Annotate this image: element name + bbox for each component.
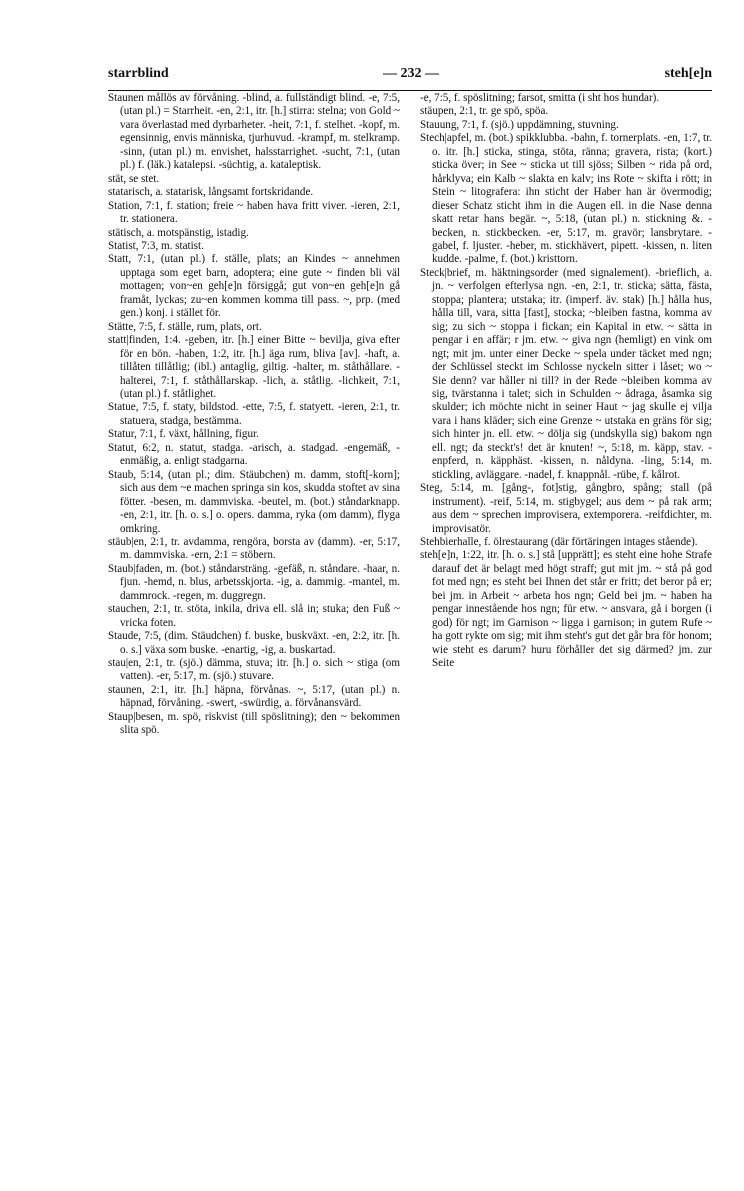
page-header — [108, 66, 712, 91]
dictionary-entry: stät, se stet. — [108, 172, 160, 185]
page-number: — 232 — — [383, 66, 439, 81]
header-left-guideword: starrblind — [108, 66, 169, 81]
dictionary-entry: Staunen mållös av förvåning. -blind, a. fullständigt blind. -e, 7:5, (utan pl.) = Starrheit. -en, 2:1, itr. [h.] stirra: stelna; von Gold ~ vara överlastad med dyrbarheter. -heit, 7:1, f. stelhet. -kopf, m. egensinnig, envis människa, tjurhuvud. -krampf, m. stelkramp. -sinn, (utan pl.) m. envishet, halsstarrighet. -sucht, 7:1, (utan pl.) f. (läk.) katalepsi. -süchtig, a. kataleptisk. — [108, 92, 400, 172]
dictionary-page — [108, 62, 712, 1152]
dictionary-entry: Station, 7:1, f. station; freie ~ haben hava fritt viver. -ieren, 2:1, tr. stationera. — [108, 199, 400, 226]
dictionary-entry: Statue, 7:5, f. staty, bildstod. -ette, 7:5, f. statyett. -ieren, 2:1, tr. statuera, stadga, bestämma. — [108, 401, 400, 427]
dictionary-entry: Statt, 7:1, (utan pl.) f. ställe, plats; an Kindes ~ annehmen upptaga som eget barn, adoptera; eine gute ~ finden bli väl mottagen; von~en geh[e]n försiggå; gut von~en geh[e]n gå framåt, lyckas; zu~en kommen komma till pass. ~, prp. (med gen.) konj. i stället för. — [108, 253, 400, 320]
dictionary-entry: Staude, 7:5, (dim. Stäudchen) f. buske, buskväxt. -en, 2:2, itr. [h. o. s.] växa som buske. -enartig, -ig, a. buskartad. — [108, 630, 400, 656]
dictionary-entry: Steck|brief, m. häktningsorder (med signalement). -brieflich, a. jn. ~ verfolgen efterlysa ngn. -en, 2:1, tr. sticka; sätta, fästa, stoppa; plantera; utstaka; itr. (imperf. äv. stak) [h.] hålla hus, hålla till, vara, sitta [fast], stocka; ~bleiben fastna, komma av sig; zu sich ~ stoppa i fickan; ein Kapital in etw. ~ sätta in pengar i en affär; r jm. etw. ~ giva ngn (hemligt) en vink om ngt; mit jm. unter einer Decke ~ spela under täcket med ngn; der Schlüssel steckt im Schlosse nyckeln sitter i låset; wo ~ Sie denn? var håller ni till? in der Rede ~bleiben komma av sig, tvärstanna i talet; sich in Schulden ~ ådraga, åsamka sig skulder; ich möchte nicht in seiner Haut ~ jag skulle ej vilja vara i hans kläder; sich eine Grenze ~ utstaka en gräns för sig; sich hinter jn. ell. etw. ~ dölja sig (undskylla sig) bakom ngn ell. ngt; da steckt's! det är knuten! ~, 5:18, m. käpp, stav. -enpferd, n. käpphäst. -kissen, n. nåldyna. -ling, 5:14, m. stickling, avläggare. -nadel, f. knappnål. -rübe, f. kålrot. — [420, 266, 712, 481]
right-column — [420, 92, 712, 1142]
dictionary-entry: stäub|en, 2:1, tr. avdamma, rengöra, borsta av (damm). -er, 5:17, m. dammviska. -ern, 2:1 = stöbern. — [108, 535, 400, 562]
dictionary-entry: Statut, 6:2, n. statut, stadga. -arisch, a. stadgad. -engemäß, -enmäßig, a. enligt stadgarna. — [108, 441, 400, 468]
dictionary-entry: statt|finden, 1:4. -geben, itr. [h.] einer Bitte ~ bevilja, giva efter för en bön. -haben, 1:2, itr. [h.] äga rum, bliva [av]. -haft, a. tillåten tillåtlig; (ibl.) antaglig, giltig. -halter, m. ståthållare. -halterei, 7:1, f. ståthållarskap. -lich, a. ståtlig. -lichkeit, 7:1, (utan pl.) f. ståtlighet. — [108, 334, 400, 400]
dictionary-entry: Statur, 7:1, f. växt, hållning, figur. — [108, 428, 259, 441]
dictionary-entry: Staup|besen, m. spö, riskvist (till spöslitning); den ~ bekommen slita spö. — [108, 710, 400, 737]
dictionary-entry: Stech|apfel, m. (bot.) spikklubba. -bahn, f. tornerplats. -en, 1:7, tr. o. itr. [h.] sticka, stinga, stöta, ränna; gravera, rista; (kort.) sticka över; in See ~ sticka ut till sjöss; Silben ~ rida på ord, hårklyva; ein Kalb ~ slakta en kalv; ins Rote ~ skifta i rött; in Stein ~ litografera: ihn sticht der Haber han är övermodig; dieser Schatz sticht ihm in die Augen ell. in die Nase denna skatt retar hans begär. ~, 5:18, (utan pl.) n. stickning &. -becken, n. stickbecken. -er, 5:17, m. gravör; lansbrytare. -gabel, f. ljuster. -heber, m. stickhävert, pipett. -kissen, n. liten kudde. -palme, f. (bot.) kristtorn. — [420, 132, 712, 266]
dictionary-entry: statarisch, a. statarisk, långsamt fortskridande. — [108, 186, 314, 199]
dictionary-entry: Stauung, 7:1, f. (sjö.) uppdämning, stuvning. — [420, 118, 619, 131]
dictionary-entry: Stehbierhalle, f. ölrestaurang (där förtäringen intages stående). — [420, 535, 698, 548]
dictionary-entry: Steg, 5:14, m. [gång-, fot]stig, gångbro, spång; stall (på instrument). -reif, 5:14, m. stigbygel; aus dem ~ på rak arm; aus dem ~ sprechen improvisera, extemporera. -reifdichter, m. improvisatör. — [420, 482, 712, 535]
dictionary-entry: stau|en, 2:1, tr. (sjö.) dämma, stuva; itr. [h.] o. sich ~ stiga (om vatten). -er, 5:17, m. (sjö.) stuvare. — [108, 657, 400, 683]
dictionary-entry: Staub, 5:14, (utan pl.; dim. Stäubchen) m. damm, stoft[-korn]; sich aus dem ~e machen springa sin kos, skudda stoftet av sina fötter. -besen, m. dammviska. -beutel, m. (bot.) ståndarknapp. -en, 2:1, itr. [h. o. s.] o. opers. damma, ryka (om damm), flyga omkring. — [108, 468, 400, 535]
dictionary-entry: staunen, 2:1, itr. [h.] häpna, förvånas. ~, 5:17, (utan pl.) n. häpnad, förvåning. -swert, -swürdig, a. förvånansvärd. — [108, 683, 400, 710]
left-column — [108, 92, 400, 1142]
dictionary-entry: Statist, 7:3, m. statist. — [108, 239, 204, 252]
dictionary-entry: stauchen, 2:1, tr. stöta, inkila, driva ell. slå in; stuka; den Fuß ~ vricka foten. — [108, 603, 400, 629]
dictionary-entry: steh[e]n, 1:22, itr. [h. o. s.] stå [upprätt]; es steht eine hohe Strafe darauf det är belagt med högt straff; gut mit jm. ~ stå på god fot med ngn; es steht bei Ihnen det står er fritt; det beror på er; bei jm. in Arbeit ~ arbeta hos ngn; Geld bei jm. ~ haben ha pengar innestående hos ngn; für etw. ~ ansvara, gå i borgen (i god) för ngt; im Garnison ~ ligga i garnison; in gutem Rufe ~ ha gott rykte om sig; mit ihm steht's gut det går bra för honom; wie steht es darum? huru förhåller det sig därmed? jm. zur Seite — [420, 549, 712, 670]
dictionary-entry: stäupen, 2:1, tr. ge spö, spöa. — [420, 105, 549, 118]
dictionary-entry: -e, 7:5, f. spöslitning; farsot, smitta (i sht hos hundar). — [420, 92, 660, 104]
dictionary-entry: Stätte, 7:5, f. ställe, rum, plats, ort. — [108, 320, 262, 333]
dictionary-entry: Staub|faden, m. (bot.) ståndarsträng. -gefäß, n. ståndare. -haar, n. fjun. -hemd, n. blus, arbetsskjorta. -ig, a. dammig. -mantel, m. dammrock. -regen, m. duggregn. — [108, 562, 400, 602]
dictionary-entry: stätisch, a. motspänstig, istadig. — [108, 226, 249, 239]
header-right-guideword: steh[e]n — [664, 66, 712, 81]
